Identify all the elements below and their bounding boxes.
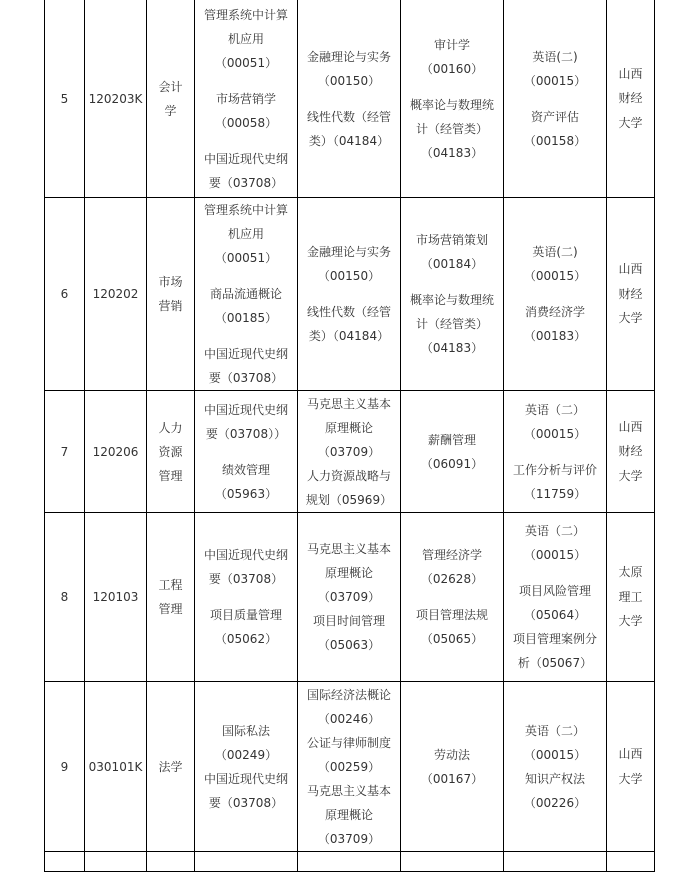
course-item: 概率论与数理统计（经管类）（04183） <box>409 293 494 355</box>
school-name: 山西财经大学 <box>607 198 655 391</box>
course-item: 线性代数（经管类）（04184） <box>306 109 391 148</box>
course-item: 工作分析与评价（11759） <box>512 462 597 501</box>
table-row-partial <box>45 852 655 872</box>
row-number: 5 <box>45 0 85 198</box>
course-item: 项目管理案例分析（05067） <box>512 632 597 670</box>
course-item: 线性代数（经管类）（04184） <box>306 305 391 343</box>
term3-courses <box>401 391 504 513</box>
term3-courses <box>401 513 504 682</box>
course-item: 审计学（00160） <box>420 37 484 76</box>
table-row <box>45 0 655 198</box>
major-code: 120206 <box>85 391 147 513</box>
course-item: 英语（二）（00015） <box>523 723 587 762</box>
course-item: 中国近现代史纲要（03708） <box>203 771 288 810</box>
term1-courses <box>195 198 298 391</box>
course-item: 管理经济学（02628） <box>420 548 484 586</box>
row-number: 8 <box>45 513 85 682</box>
table-row <box>45 391 655 513</box>
course-item: 马克思主义基本原理概论（03709） <box>306 396 391 459</box>
course-item: 马克思主义基本原理概论（03709） <box>306 783 391 846</box>
major-name: 工程管理 <box>147 513 195 682</box>
school-name: 山西大学 <box>607 682 655 852</box>
major-code: 120203K <box>85 0 147 198</box>
term3-courses <box>401 682 504 852</box>
course-item: 绩效管理（05963） <box>214 462 278 501</box>
table-row <box>45 198 655 391</box>
exam-schedule-table <box>44 0 655 872</box>
course-item: 英语（二）（00015） <box>523 402 587 441</box>
school-name: 山西财经大学 <box>607 391 655 513</box>
course-item: 英语（二）（00015） <box>523 524 587 562</box>
course-item: 中国近现代史纲要（03708） <box>203 347 288 385</box>
school-name: 太原理工大学 <box>607 513 655 682</box>
major-code: 030101K <box>85 682 147 852</box>
course-item: 人力资源战略与规划（05969） <box>305 468 393 507</box>
course-item: 马克思主义基本原理概论（03709） <box>306 542 391 604</box>
major-code: 120202 <box>85 198 147 391</box>
term1-courses <box>195 513 298 682</box>
course-item: 薪酬管理（06091） <box>420 432 484 471</box>
course-item: 管理系统中计算机应用（00051） <box>203 7 288 70</box>
row-number: 6 <box>45 198 85 391</box>
course-item: 商品流通概论（00185） <box>209 287 282 325</box>
major-name: 会计学 <box>147 0 195 198</box>
row-number: 9 <box>45 682 85 852</box>
term4-courses <box>504 0 607 198</box>
course-item: 项目质量管理（05062） <box>209 608 282 646</box>
term3-courses <box>401 0 504 198</box>
term4-courses <box>504 513 607 682</box>
course-item: 英语(二)（00015） <box>523 245 587 283</box>
course-item: 金融理论与实务（00150） <box>306 49 391 88</box>
course-item: 英语(二)（00015） <box>523 49 587 88</box>
course-item: 资产评估（00158） <box>523 109 587 148</box>
term2-courses <box>298 391 401 513</box>
course-item: 中国近现代史纲要（03708） <box>203 548 288 586</box>
term2-courses <box>298 198 401 391</box>
course-item: 管理系统中计算机应用（00051） <box>203 203 288 265</box>
row-number: 7 <box>45 391 85 513</box>
course-item: 概率论与数理统计（经管类）（04183） <box>409 97 494 160</box>
course-item: 消费经济学（00183） <box>523 305 587 343</box>
course-item: 国际私法（00249） <box>214 723 278 762</box>
course-item: 项目时间管理（05063） <box>312 614 385 652</box>
course-item: 项目风险管理（05064） <box>518 584 591 622</box>
school-name: 山西财经大学 <box>607 0 655 198</box>
course-item: 中国近现代史纲要（03708）） <box>203 402 288 441</box>
course-item: 项目管理法规（05065） <box>415 608 488 646</box>
major-name: 法学 <box>147 682 195 852</box>
course-item: 中国近现代史纲要（03708） <box>203 151 288 190</box>
course-item: 知识产权法（00226） <box>523 771 587 810</box>
major-name: 人力资源管理 <box>147 391 195 513</box>
term1-courses <box>195 682 298 852</box>
course-item: 国际经济法概论（00246） <box>306 687 391 726</box>
course-item: 公证与律师制度（00259） <box>306 735 391 774</box>
term4-courses <box>504 682 607 852</box>
term1-courses <box>195 391 298 513</box>
term3-courses <box>401 198 504 391</box>
major-code: 120103 <box>85 513 147 682</box>
course-item: 劳动法（00167） <box>420 747 484 786</box>
term1-courses <box>195 0 298 198</box>
term4-courses <box>504 198 607 391</box>
table-row <box>45 682 655 852</box>
course-item: 市场营销学（00058） <box>214 91 278 130</box>
term4-courses <box>504 391 607 513</box>
course-item: 市场营销策划（00184） <box>415 233 488 271</box>
term2-courses <box>298 682 401 852</box>
term2-courses <box>298 0 401 198</box>
term2-courses <box>298 513 401 682</box>
major-name: 市场营销 <box>147 198 195 391</box>
course-item: 金融理论与实务（00150） <box>306 245 391 283</box>
table-row <box>45 513 655 682</box>
